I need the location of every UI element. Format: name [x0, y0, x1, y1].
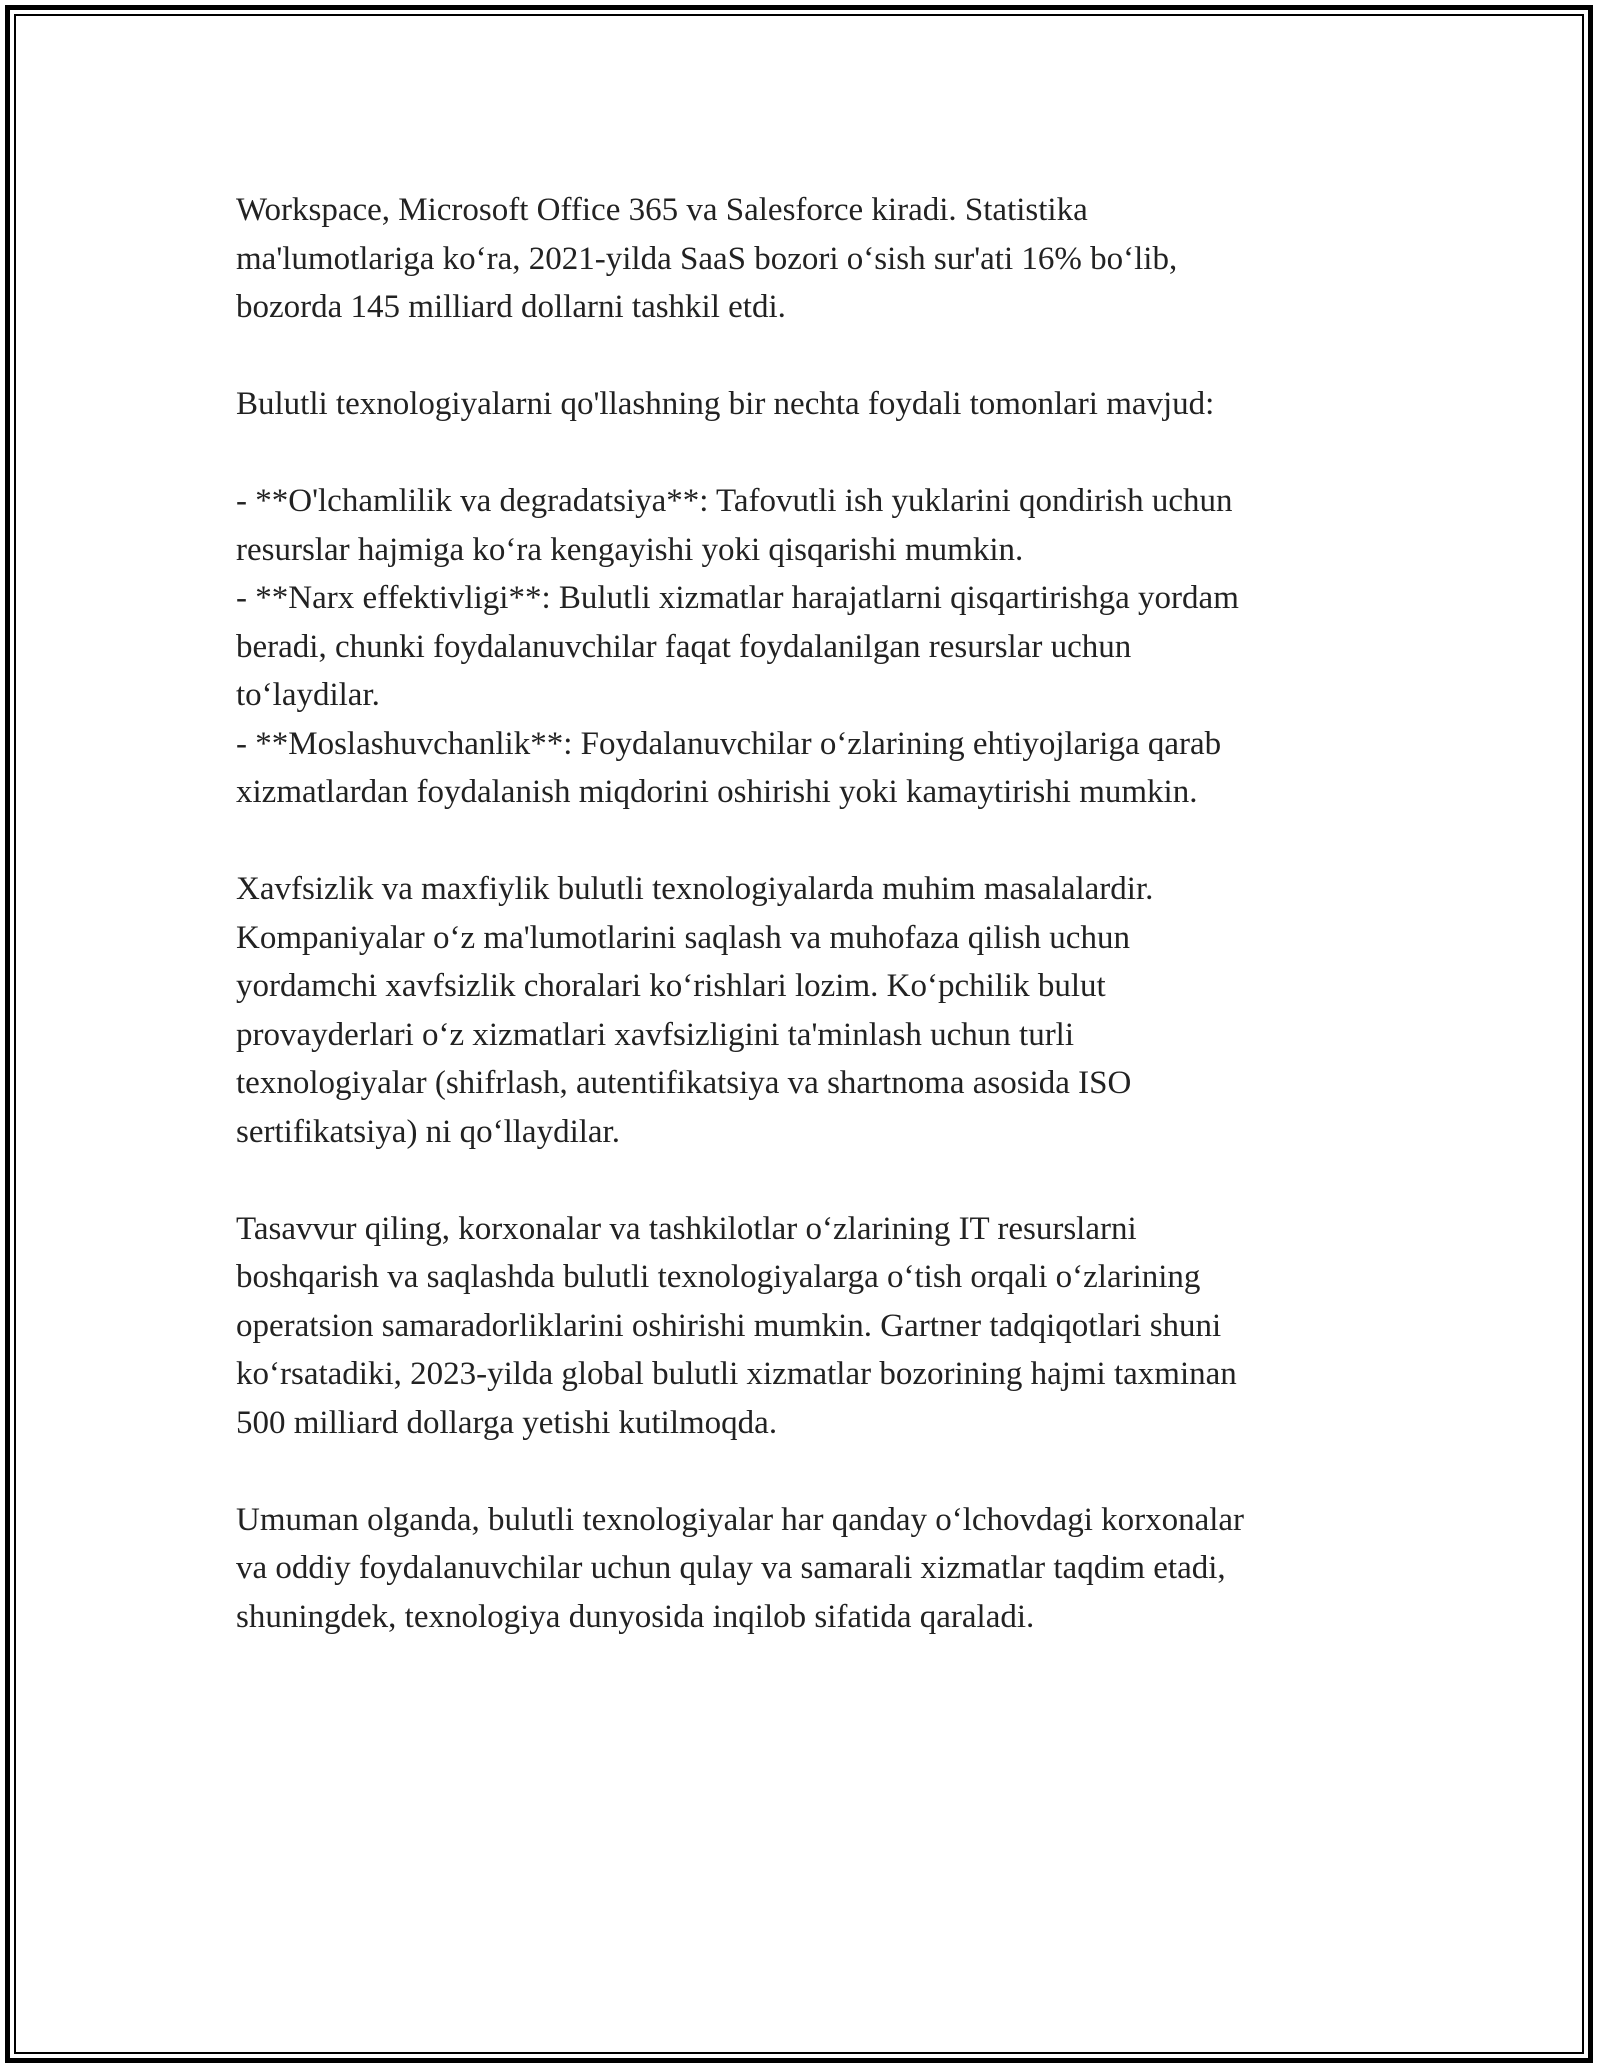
list-item-line: - **Narx effektivligi**: Bulutli xizmatlar harajatlarni qisqartirishga yordam: [236, 580, 1239, 616]
list-item-line: to‘laydilar.: [236, 677, 380, 713]
text-line: ma'lumotlariga ko‘ra, 2021-yilda SaaS bozori o‘sish sur'ati 16% bo‘lib,: [236, 240, 1178, 277]
text-line: provayderlari o‘z xizmatlari xavfsizligini ta'minlash uchun turli: [236, 1016, 1075, 1053]
list-item-line: - **Moslashuvchanlik**: Foydalanuvchilar o‘zlarining ehtiyojlariga qarab: [236, 725, 1222, 762]
text-line: va oddiy foydalanuvchilar uchun qulay va samarali xizmatlar taqdim etadi,: [236, 1550, 1226, 1586]
text-line: bozorda 145 milliard dollarni tashkil etdi.: [236, 289, 786, 325]
text-line: Kompaniyalar o‘z ma'lumotlarini saqlash va muhofaza qilish uchun: [236, 919, 1130, 956]
list-item-line: xizmatlardan foydalanish miqdorini oshirishi yoki kamaytirishi mumkin.: [236, 774, 1198, 810]
text-line: operatsion samaradorliklarini oshirishi mumkin. Gartner tadqiqotlari shuni: [236, 1307, 1222, 1344]
text-line: texnologiyalar (shifrlash, autentifikatsiya va shartnoma asosida ISO: [236, 1065, 1132, 1101]
text-line: shuningdek, texnologiya dunyosida inqilob sifatida qaraladi.: [236, 1598, 1035, 1635]
text-line: Tasavvur qiling, korxonalar va tashkilotlar o‘zlarining IT resurslarni: [236, 1210, 1137, 1247]
list-item-line: resurslar hajmiga ko‘ra kengayishi yoki qisqarishi mumkin.: [236, 531, 1024, 568]
text-line: Xavfsizlik va maxfiylik bulutli texnologiyalarda muhim masalalardir.: [236, 871, 1154, 907]
paragraph-benefits-intro: [236, 380, 1366, 429]
document-body: [236, 186, 1366, 1641]
paragraph-gap: [236, 1156, 1366, 1205]
paragraph-gap: [236, 429, 1366, 478]
paragraph-gap: [236, 1447, 1366, 1496]
list-item-line: - **O'lchamlilik va degradatsiya**: Tafovutli ish yuklarini qondirish uchun: [236, 483, 1233, 519]
text-line: Workspace, Microsoft Office 365 va Salesforce kiradi. Statistika: [236, 192, 1088, 228]
paragraph-security: [236, 865, 1366, 1156]
text-line: boshqarish va saqlashda bulutli texnologiyalarga o‘tish orqali o‘zlarining: [236, 1259, 1201, 1295]
text-line: ko‘rsatadiki, 2023-yilda global bulutli xizmatlar bozorining hajmi taxminan: [236, 1356, 1237, 1392]
paragraph-conclusion: [236, 1496, 1366, 1642]
text-line: yordamchi xavfsizlik choralari ko‘rishlari lozim. Ko‘pchilik bulut: [236, 968, 1106, 1004]
text-line: Umuman olganda, bulutli texnologiyalar har qanday o‘lchovdagi korxonalar: [236, 1501, 1245, 1538]
list-item-line: beradi, chunki foydalanuvchilar faqat foydalanilgan resurslar uchun: [236, 628, 1132, 665]
paragraph-gap: [236, 817, 1366, 866]
paragraph-gap: [236, 332, 1366, 381]
paragraph-benefits-list: [236, 477, 1366, 817]
paragraph-gartner: [236, 1205, 1366, 1448]
paragraph-saas-statistics: [236, 186, 1366, 332]
text-line: Bulutli texnologiyalarni qo'llashning bir nechta foydali tomonlari mavjud:: [236, 386, 1215, 422]
text-line: sertifikatsiya) ni qo‘llaydilar.: [236, 1113, 620, 1150]
text-line: 500 milliard dollarga yetishi kutilmoqda.: [236, 1404, 778, 1441]
